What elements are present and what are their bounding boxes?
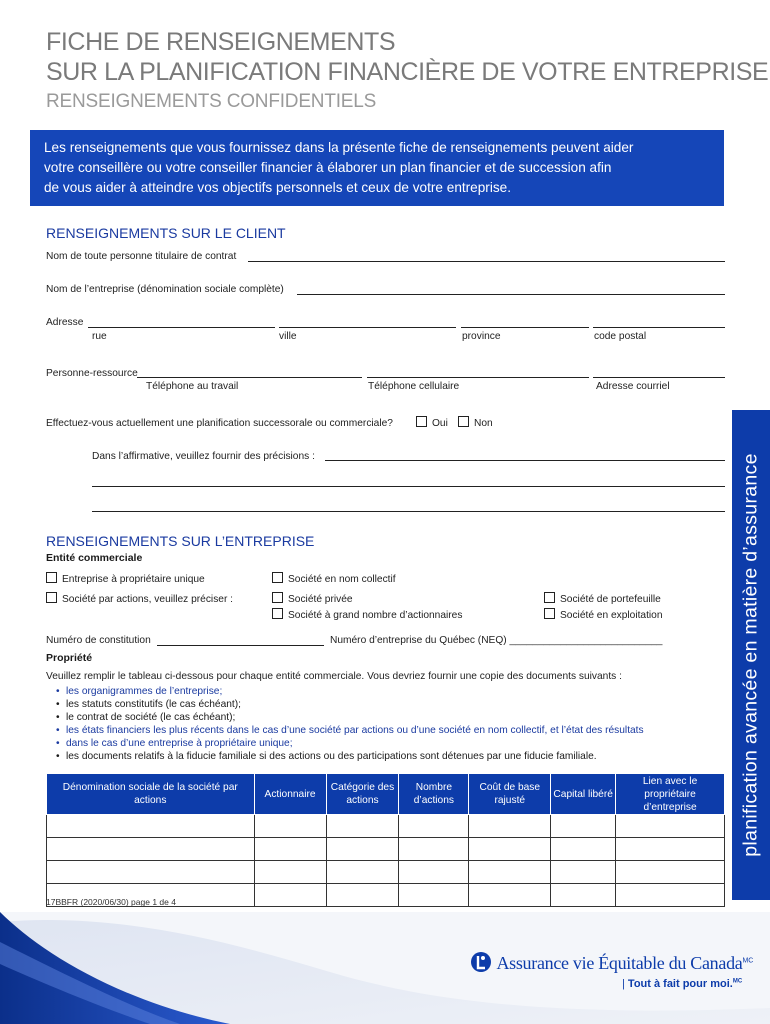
side-band bbox=[732, 410, 770, 900]
col-header-legal-name: Dénomination sociale de la société par actions bbox=[47, 774, 255, 815]
sole-proprietor-checkbox[interactable] bbox=[46, 572, 57, 583]
cell-phone-caption: Téléphone cellulaire bbox=[368, 381, 460, 392]
city-caption: ville bbox=[279, 331, 297, 342]
table-cell-input[interactable] bbox=[399, 815, 469, 838]
doc-partnership-agreement: • le contrat de société (le cas échéant); bbox=[46, 711, 644, 724]
operating-label: Société en exploitation bbox=[560, 610, 663, 621]
col-header-paid-up-capital: Capital libéré bbox=[551, 774, 616, 815]
table-row bbox=[47, 815, 725, 838]
work-phone-caption: Téléphone au travail bbox=[146, 381, 239, 392]
intro-line3: de vous aider à atteindre vos objectifs personnels et ceux de votre entreprise. bbox=[44, 180, 511, 195]
tagline-trademark: MC bbox=[732, 978, 743, 985]
option-holding[interactable] bbox=[544, 592, 661, 605]
table-cell-input[interactable] bbox=[616, 884, 725, 907]
table-row bbox=[47, 838, 725, 861]
details-field-line3[interactable] bbox=[92, 511, 725, 512]
client-section-heading: RENSEIGNEMENTS SUR LE CLIENT bbox=[46, 225, 286, 241]
table-cell-input[interactable] bbox=[326, 884, 399, 907]
partnership-checkbox[interactable] bbox=[272, 572, 283, 583]
intro-banner bbox=[30, 130, 724, 206]
table-cell-input[interactable] bbox=[551, 861, 616, 884]
table-cell-input[interactable] bbox=[254, 861, 326, 884]
postal-code-field[interactable] bbox=[593, 327, 725, 328]
option-operating[interactable] bbox=[544, 608, 663, 621]
table-cell-input[interactable] bbox=[326, 815, 399, 838]
trademark-symbol: MC bbox=[742, 957, 754, 965]
table-cell-input[interactable] bbox=[469, 861, 551, 884]
doc-org-charts: • les organigrammes de l’entreprise; bbox=[46, 685, 644, 698]
option-partnership[interactable] bbox=[272, 572, 396, 585]
ownership-label: Propriété bbox=[46, 652, 93, 664]
yes-label: Oui bbox=[432, 418, 448, 429]
table-cell-input[interactable] bbox=[616, 861, 725, 884]
table-row bbox=[47, 861, 725, 884]
documents-list bbox=[46, 685, 644, 763]
company-section-heading: RENSEIGNEMENTS SUR L’ENTREPRISE bbox=[46, 533, 315, 549]
doc-financial-statements-cont bbox=[46, 737, 644, 750]
table-cell-input[interactable] bbox=[47, 838, 255, 861]
yes-checkbox[interactable] bbox=[416, 416, 427, 427]
page-title-line2: SUR LA PLANIFICATION FINANCIÈRE DE VOTRE ENTREPRISE bbox=[46, 58, 769, 86]
table-cell-input[interactable] bbox=[399, 861, 469, 884]
corporation-checkbox[interactable] bbox=[46, 592, 57, 603]
contact-label: Personne-ressource bbox=[46, 368, 138, 379]
tagline-text: Tout à fait pour moi. bbox=[627, 978, 733, 990]
intro-line2: votre conseillère ou votre conseiller financier à élaborer un plan financier et de succession afin bbox=[44, 160, 612, 175]
widely-held-checkbox[interactable] bbox=[272, 608, 283, 619]
table-cell-input[interactable] bbox=[469, 815, 551, 838]
no-option[interactable] bbox=[458, 416, 493, 429]
form-code: 17BBFR (2020/06/30) page 1 de 4 bbox=[46, 897, 176, 907]
col-header-share-class: Catégorie des actions bbox=[326, 774, 399, 815]
table-cell-input[interactable] bbox=[254, 815, 326, 838]
doc-financial-statements-cont-text: dans le cas d’une entreprise à propriétaire unique; bbox=[66, 738, 293, 749]
table-cell-input[interactable] bbox=[326, 838, 399, 861]
no-checkbox[interactable] bbox=[458, 416, 469, 427]
intro-line1: Les renseignements que vous fournissez dans la présente fiche de renseignements peuvent aider bbox=[44, 140, 634, 155]
doc-articles: • les statuts constitutifs (le cas échéant); bbox=[46, 698, 644, 711]
no-label: Non bbox=[474, 418, 493, 429]
details-field-line2[interactable] bbox=[92, 486, 725, 487]
table-cell-input[interactable] bbox=[551, 884, 616, 907]
table-cell-input[interactable] bbox=[399, 884, 469, 907]
private-checkbox[interactable] bbox=[272, 592, 283, 603]
option-sole-proprietor[interactable] bbox=[46, 572, 205, 585]
page-title-line1: FICHE DE RENSEIGNEMENTS bbox=[46, 28, 396, 56]
side-band-label: planification avancée en matière d’assurance bbox=[739, 453, 762, 857]
yes-option[interactable] bbox=[416, 416, 448, 429]
option-widely-held[interactable] bbox=[272, 608, 462, 621]
city-field[interactable] bbox=[279, 327, 456, 328]
tagline-divider: | bbox=[622, 978, 625, 990]
street-caption: rue bbox=[92, 331, 107, 342]
ownership-table bbox=[46, 773, 725, 907]
entity-label: Entité commerciale bbox=[46, 552, 143, 564]
holding-checkbox[interactable] bbox=[544, 592, 555, 603]
table-cell-input[interactable] bbox=[47, 861, 255, 884]
holding-label: Société de portefeuille bbox=[560, 594, 661, 605]
planning-question: Effectuez-vous actuellement une planification successorale ou commerciale? bbox=[46, 418, 393, 429]
table-cell-input[interactable] bbox=[469, 884, 551, 907]
brand-name: Assurance vie Équitable du Canada bbox=[496, 953, 743, 973]
company-name-field[interactable] bbox=[297, 294, 725, 295]
col-header-shareholder: Actionnaire bbox=[254, 774, 326, 815]
corporation-label: Société par actions, veuillez préciser : bbox=[62, 594, 234, 605]
table-cell-input[interactable] bbox=[469, 838, 551, 861]
table-cell-input[interactable] bbox=[616, 838, 725, 861]
operating-checkbox[interactable] bbox=[544, 608, 555, 619]
details-label: Dans l’affirmative, veuillez fournir des précisions : bbox=[92, 451, 315, 462]
table-cell-input[interactable] bbox=[326, 861, 399, 884]
sole-proprietor-label: Entreprise à propriétaire unique bbox=[62, 574, 205, 585]
table-cell-input[interactable] bbox=[254, 884, 326, 907]
brand-logo bbox=[470, 950, 753, 974]
widely-held-label: Société à grand nombre d’actionnaires bbox=[288, 610, 463, 621]
address-label: Adresse bbox=[46, 317, 84, 328]
cell-phone-field[interactable] bbox=[367, 377, 589, 378]
table-cell-input[interactable] bbox=[47, 815, 255, 838]
table-cell-input[interactable] bbox=[551, 815, 616, 838]
table-cell-input[interactable] bbox=[551, 838, 616, 861]
email-field[interactable] bbox=[593, 377, 725, 378]
company-name-label: Nom de l’entreprise (dénomination sociale complète) bbox=[46, 284, 284, 295]
option-private[interactable] bbox=[272, 592, 353, 605]
incorporation-label: Numéro de constitution bbox=[46, 635, 151, 646]
province-field[interactable] bbox=[461, 327, 589, 328]
ownership-instructions: Veuillez remplir le tableau ci-dessous pour chaque entité commerciale. Vous devriez fournir une copie des documents suivants : bbox=[46, 671, 622, 682]
table-cell-input[interactable] bbox=[254, 838, 326, 861]
work-phone-field[interactable] bbox=[137, 377, 362, 378]
option-corporation[interactable] bbox=[46, 592, 233, 605]
province-caption: province bbox=[462, 331, 501, 342]
postal-code-caption: code postal bbox=[594, 331, 647, 342]
neq-label[interactable]: Numéro d’entreprise du Québec (NEQ) ___________________________ bbox=[330, 635, 663, 646]
col-header-relationship: Lien avec le propriétaire d’entreprise bbox=[616, 774, 725, 815]
col-header-share-count: Nombre d’actions bbox=[399, 774, 469, 815]
private-label: Société privée bbox=[288, 594, 353, 605]
holder-field[interactable] bbox=[248, 261, 725, 262]
partnership-label: Société en nom collectif bbox=[288, 574, 396, 585]
table-cell-input[interactable] bbox=[399, 838, 469, 861]
doc-family-trust: • les documents relatifs à la fiducie familiale si des actions ou des participations sont détenues par une fiducie familiale. bbox=[46, 750, 644, 763]
street-field[interactable] bbox=[88, 327, 275, 328]
details-field-line1[interactable] bbox=[325, 460, 725, 461]
equitable-logo-icon bbox=[470, 950, 492, 974]
brand-tagline bbox=[622, 978, 742, 990]
email-caption: Adresse courriel bbox=[596, 381, 670, 392]
table-cell-input[interactable] bbox=[616, 815, 725, 838]
page-subtitle: RENSEIGNEMENTS CONFIDENTIELS bbox=[46, 91, 377, 112]
incorporation-field[interactable] bbox=[157, 645, 324, 646]
holder-label: Nom de toute personne titulaire de contrat bbox=[46, 251, 237, 262]
col-header-acb: Coût de base rajusté bbox=[469, 774, 551, 815]
doc-financial-statements: • les états financiers les plus récents dans le cas d’une société par actions ou d’une société en nom collectif, et l’état des résultats bbox=[46, 724, 644, 737]
